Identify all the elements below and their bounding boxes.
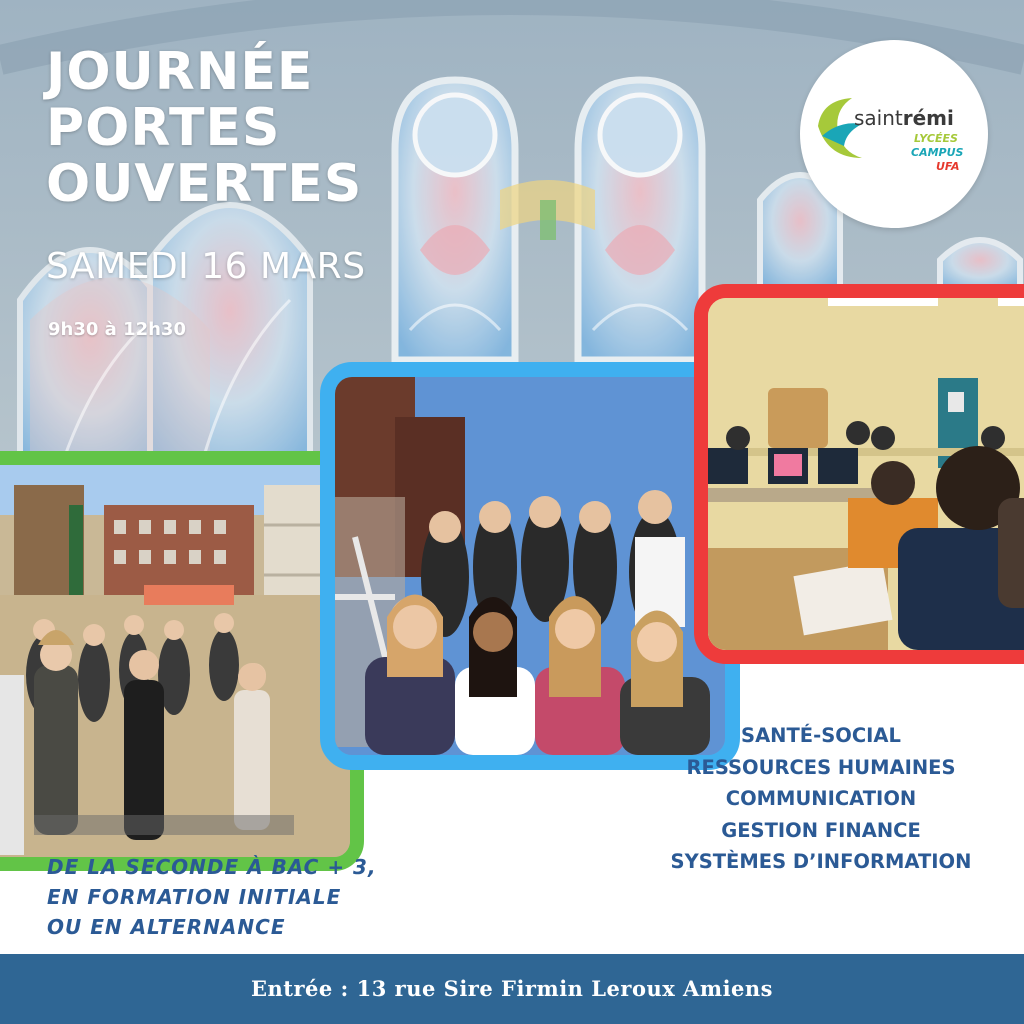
subject-communication: COMMUNICATION bbox=[725, 787, 917, 810]
logo-name-part2: rémi bbox=[902, 106, 954, 130]
schoolyard-photo-image bbox=[0, 465, 350, 857]
photo-computer-classroom bbox=[694, 284, 1024, 664]
logo-line-3: UFA bbox=[936, 160, 960, 173]
subjects-list bbox=[648, 720, 994, 878]
logo-name-part1: saint bbox=[854, 106, 903, 130]
event-hours: 9h30 à 12h30 bbox=[48, 319, 186, 340]
level-line-1: DE LA SECONDE À BAC + 3, bbox=[47, 855, 377, 879]
logo-wordmark bbox=[854, 106, 954, 130]
entrance-address: Entrée : 13 rue Sire Firmin Leroux Amiens bbox=[250, 976, 774, 1001]
logo-line-1: LYCÉES bbox=[914, 132, 958, 145]
subject-gestion-finance: GESTION FINANCE bbox=[721, 818, 921, 842]
logo-swoosh-icon bbox=[800, 40, 988, 228]
saint-remi-logo bbox=[800, 40, 988, 228]
photo-schoolyard-crowd bbox=[0, 451, 364, 871]
event-date: SAMEDI 16 MARS bbox=[46, 246, 366, 287]
photo-students-thumbs-up bbox=[320, 362, 740, 770]
logo-line-2: CAMPUS bbox=[911, 146, 964, 159]
subject-systemes-information: SYSTÈMES D’INFORMATION bbox=[670, 850, 972, 873]
levels-text bbox=[47, 852, 377, 942]
level-line-3: OU EN ALTERNANCE bbox=[47, 915, 286, 939]
title-line-3: OUVERTES bbox=[46, 154, 363, 214]
students-photo-image bbox=[335, 377, 725, 755]
level-line-2: EN FORMATION INITIALE bbox=[47, 885, 342, 909]
title-line-2: PORTES bbox=[46, 98, 281, 158]
title-line-1: JOURNÉE bbox=[46, 42, 314, 102]
subject-sante-social: SANTÉ-SOCIAL bbox=[741, 724, 901, 747]
classroom-photo-image bbox=[708, 298, 1024, 650]
footer-bar bbox=[0, 954, 1024, 1024]
subject-ressources-humaines: RESSOURCES HUMAINES bbox=[686, 755, 956, 779]
